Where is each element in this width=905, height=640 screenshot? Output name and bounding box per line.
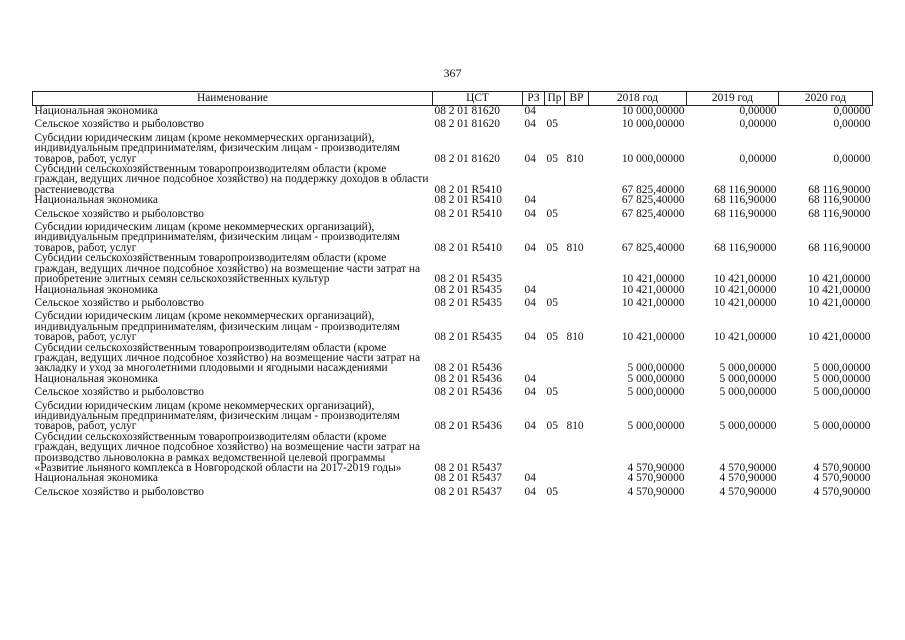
row-name: Субсидии сельскохозяйственным товаропроизводителям области (кроме граждан, ведущих личное подсобное хозяйство) на возмещение части затрат на приобретение элитных семян сельскохозяйственных культур	[34, 252, 421, 286]
table-row	[33, 308, 873, 342]
row-cst: 08 2 01 R5436	[434, 372, 502, 385]
row-cst: 08 2 01 R5436	[434, 386, 502, 399]
row-rz	[523, 164, 545, 195]
row-2018: 67 825,40000	[621, 241, 685, 254]
row-rz: 04	[524, 118, 536, 131]
row-2019: 0,00000	[739, 152, 777, 165]
row-name: Национальная экономика	[34, 283, 158, 296]
row-2020: 5 000,00000	[813, 420, 871, 433]
row-2019: 5 000,00000	[719, 372, 777, 385]
row-pr	[545, 285, 565, 295]
row-pr	[545, 374, 565, 384]
row-2020: 5 000,00000	[813, 386, 871, 399]
row-pr: 05	[546, 420, 558, 433]
row-name: Национальная экономика	[34, 472, 158, 485]
row-name: Сельское хозяйство и рыболовство	[34, 485, 204, 498]
row-2019: 10 421,00000	[713, 283, 777, 296]
row-pr: 05	[546, 152, 558, 165]
table-row	[33, 285, 873, 295]
row-vr	[565, 195, 589, 205]
row-vr: 810	[566, 152, 584, 165]
table-row	[33, 473, 873, 483]
row-pr: 05	[546, 485, 558, 498]
row-2018: 10 421,00000	[621, 273, 685, 286]
row-pr: 05	[546, 118, 558, 131]
row-cst: 08 2 01 R5410	[434, 241, 502, 254]
row-2018: 5 000,00000	[627, 362, 685, 375]
row-cst: 08 2 01 R5435	[434, 296, 502, 309]
row-2020: 68 116,90000	[808, 194, 871, 207]
row-2019: 0,00000	[739, 118, 777, 131]
row-2019: 10 421,00000	[713, 296, 777, 309]
row-name: Субсидии сельскохозяйственным товаропроизводителям области (кроме граждан, ведущих личное подсобное хозяйство) на поддержку доходов в области растениеводства	[34, 163, 429, 196]
row-rz: 04	[524, 283, 536, 296]
table-row	[33, 130, 873, 164]
row-rz: 04	[524, 472, 536, 485]
row-cst: 08 2 01 R5435	[434, 283, 502, 296]
table-row	[33, 343, 873, 374]
row-cst: 08 2 01 81620	[434, 152, 500, 165]
row-2018: 10 421,00000	[621, 331, 685, 344]
row-rz: 04	[524, 331, 536, 344]
table-header-row	[33, 92, 873, 106]
row-vr	[565, 164, 589, 195]
row-vr	[565, 343, 589, 374]
row-vr: 810	[566, 420, 584, 433]
header-name: Наименование	[33, 92, 433, 106]
row-2020: 0,00000	[833, 105, 871, 117]
row-vr	[565, 384, 589, 397]
row-pr	[545, 343, 565, 374]
table-row	[33, 219, 873, 253]
row-vr	[565, 116, 589, 129]
row-2020: 0,00000	[833, 118, 871, 131]
row-cst: 08 2 01 R5435	[434, 331, 502, 344]
row-pr	[545, 253, 565, 284]
row-vr: 810	[566, 331, 584, 344]
row-2018: 5 000,00000	[627, 420, 685, 433]
row-rz: 04	[524, 420, 536, 433]
row-cst: 08 2 01 R5436	[434, 362, 502, 375]
row-cst: 08 2 01 R5410	[434, 183, 502, 196]
row-2020: 68 116,90000	[808, 207, 871, 220]
row-2018: 67 825,40000	[621, 207, 685, 220]
row-2019: 10 421,00000	[713, 331, 777, 344]
row-2019: 5 000,00000	[719, 420, 777, 433]
row-name: Национальная экономика	[34, 194, 158, 207]
row-cst: 08 2 01 R5410	[434, 194, 502, 207]
row-rz	[523, 343, 545, 374]
header-2020: 2020 год	[779, 92, 873, 106]
row-2018: 10 421,00000	[621, 296, 685, 309]
table-row	[33, 432, 873, 474]
table-row	[33, 206, 873, 219]
row-pr	[545, 164, 565, 195]
row-2019: 4 570,90000	[719, 472, 777, 485]
row-2020: 4 570,90000	[813, 485, 871, 498]
row-2020: 5 000,00000	[813, 372, 871, 385]
table-row	[33, 374, 873, 384]
row-2020: 4 570,90000	[813, 472, 871, 485]
row-2019: 68 116,90000	[714, 183, 777, 196]
row-2018: 5 000,00000	[627, 386, 685, 399]
row-2018: 5 000,00000	[627, 372, 685, 385]
row-name: Субсидии юридическим лицам (кроме некоммерческих организаций), индивидуальным предпринимателям, физическим лицам - производителям товаров, работ, услуг	[34, 221, 400, 254]
table-row	[33, 106, 873, 117]
row-2018: 67 825,40000	[621, 183, 685, 196]
row-2020: 0,00000	[833, 152, 871, 165]
row-vr	[565, 432, 589, 474]
row-pr: 05	[546, 207, 558, 220]
row-rz	[523, 432, 545, 474]
table-row	[33, 116, 873, 129]
row-rz: 04	[524, 152, 536, 165]
table-row	[33, 253, 873, 284]
row-2019: 68 116,90000	[714, 241, 777, 254]
row-2018: 10 000,00000	[621, 105, 685, 117]
row-2019: 10 421,00000	[713, 273, 777, 286]
row-name: Субсидии сельскохозяйственным товаропроизводителям области (кроме граждан, ведущих личное подсобное хозяйство) на возмещение части затрат на производство льноволокна в рамках ведомственной целевой программы «Развитие льняного комплекса в Новгородской области на 2017-2019 годы»	[34, 430, 421, 474]
table-row	[33, 398, 873, 432]
row-cst: 08 2 01 R5437	[434, 462, 502, 474]
row-cst: 08 2 01 R5410	[434, 207, 502, 220]
row-name: Сельское хозяйство и рыболовство	[34, 207, 204, 220]
row-pr	[545, 432, 565, 474]
table-row	[33, 295, 873, 308]
row-pr: 05	[546, 331, 558, 344]
row-rz: 04	[524, 241, 536, 254]
row-2020: 68 116,90000	[808, 183, 871, 196]
row-rz: 04	[524, 386, 536, 399]
row-name: Субсидии юридическим лицам (кроме некоммерческих организаций), индивидуальным предпринимателям, физическим лицам - производителям товаров, работ, услуг	[34, 131, 400, 165]
row-vr	[565, 253, 589, 284]
row-2019: 5 000,00000	[719, 362, 777, 375]
row-name: Сельское хозяйство и рыболовство	[34, 296, 204, 309]
row-2018: 4 570,90000	[627, 485, 685, 498]
row-cst: 08 2 01 R5436	[434, 420, 502, 433]
header-rz: РЗ	[523, 92, 545, 106]
row-vr	[565, 374, 589, 384]
row-vr	[565, 484, 589, 497]
row-vr	[565, 285, 589, 295]
row-pr	[545, 195, 565, 205]
table-row	[33, 484, 873, 497]
table-row	[33, 384, 873, 397]
header-2019: 2019 год	[687, 92, 779, 106]
row-name: Субсидии юридическим лицам (кроме некоммерческих организаций), индивидуальным предпринимателям, физическим лицам - производителям товаров, работ, услуг	[34, 399, 400, 433]
row-pr	[545, 106, 565, 117]
table-row	[33, 164, 873, 195]
row-rz: 04	[524, 207, 536, 220]
row-name: Субсидии сельскохозяйственным товаропроизводителям области (кроме граждан, ведущих личное подсобное хозяйство) на возмещение части затрат на закладку и уход за многолетними плодовыми и ягодными насаждениями	[34, 341, 421, 375]
row-name: Национальная экономика	[34, 372, 158, 385]
row-2020: 68 116,90000	[808, 241, 871, 254]
table-row	[33, 195, 873, 205]
row-vr	[565, 295, 589, 308]
row-rz: 04	[524, 485, 536, 498]
row-2018: 4 570,90000	[627, 462, 685, 474]
header-pr: Пр	[545, 92, 565, 106]
row-name: Сельское хозяйство и рыболовство	[34, 118, 204, 131]
row-cst: 08 2 01 81620	[434, 105, 500, 117]
row-2018: 10 421,00000	[621, 283, 685, 296]
row-cst: 08 2 01 81620	[434, 118, 500, 131]
header-cst: ЦСТ	[433, 92, 523, 106]
row-2020: 5 000,00000	[813, 362, 871, 375]
row-pr: 05	[546, 386, 558, 399]
row-vr	[565, 106, 589, 117]
row-name: Субсидии юридическим лицам (кроме некоммерческих организаций), индивидуальным предпринимателям, физическим лицам - производителям товаров, работ, услуг	[34, 310, 400, 344]
row-pr: 05	[546, 241, 558, 254]
row-cst: 08 2 01 R5437	[434, 472, 502, 485]
row-2020: 10 421,00000	[807, 283, 871, 296]
row-2020: 4 570,90000	[813, 462, 871, 474]
row-2019: 0,00000	[739, 105, 777, 117]
row-2019: 5 000,00000	[719, 386, 777, 399]
row-2019: 4 570,90000	[719, 462, 777, 474]
row-2019: 68 116,90000	[714, 207, 777, 220]
row-pr	[545, 473, 565, 483]
row-vr	[565, 473, 589, 483]
row-2018: 10 000,00000	[621, 118, 685, 131]
header-vr: ВР	[565, 92, 589, 106]
row-cst: 08 2 01 R5435	[434, 273, 502, 286]
row-rz	[523, 253, 545, 284]
row-vr	[565, 206, 589, 219]
header-2018: 2018 год	[589, 92, 687, 106]
row-name: Национальная экономика	[34, 105, 158, 117]
row-2018: 67 825,40000	[621, 194, 685, 207]
row-vr: 810	[566, 241, 584, 254]
page-number: 367	[443, 66, 462, 80]
row-2020: 10 421,00000	[807, 273, 871, 286]
row-name: Сельское хозяйство и рыболовство	[34, 386, 204, 399]
row-rz: 04	[524, 194, 536, 207]
row-rz: 04	[524, 372, 536, 385]
row-2020: 10 421,00000	[807, 296, 871, 309]
budget-table	[32, 91, 873, 497]
row-2020: 10 421,00000	[807, 331, 871, 344]
row-rz: 04	[524, 296, 536, 309]
row-2019: 4 570,90000	[719, 485, 777, 498]
row-2019: 68 116,90000	[714, 194, 777, 207]
row-2018: 4 570,90000	[627, 472, 685, 485]
row-cst: 08 2 01 R5437	[434, 485, 502, 498]
row-pr: 05	[546, 296, 558, 309]
row-2018: 10 000,00000	[621, 152, 685, 165]
row-rz: 04	[524, 105, 536, 117]
